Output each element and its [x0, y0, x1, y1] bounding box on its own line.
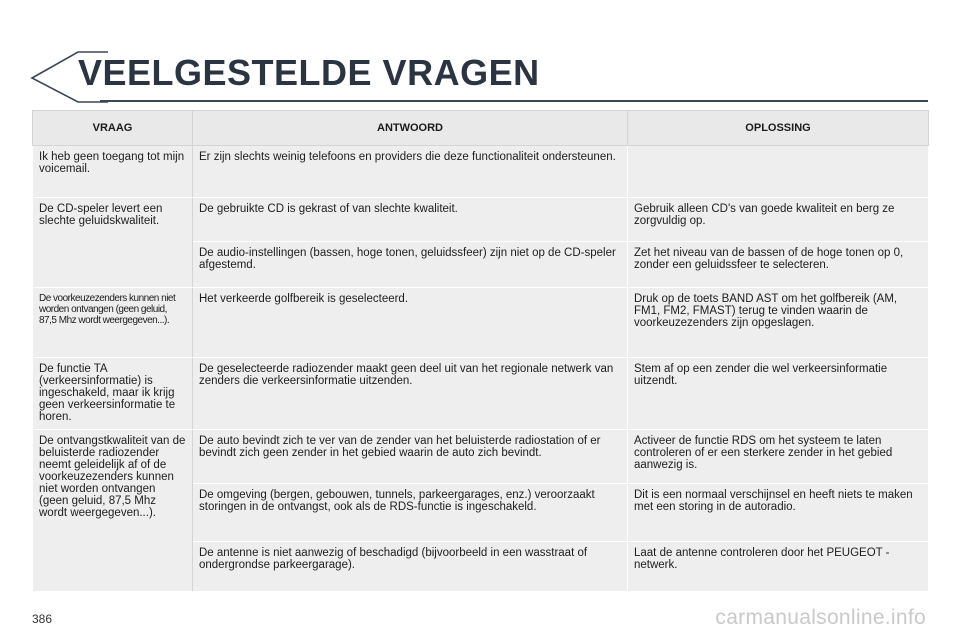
answer-cell: Er zijn slechts weinig telefoons en providers die deze functionaliteit ondersteunen.: [193, 146, 628, 198]
answer-cell: De omgeving (bergen, gebouwen, tunnels, parkeergarages, enz.) veroorzaakt storingen in de ontvangst, ook als de RDS-functie is ingeschakeld.: [193, 484, 628, 542]
question-cell: Ik heb geen toegang tot mijn voicemail.: [33, 146, 193, 198]
answer-cell: De gebruikte CD is gekrast of van slechte kwaliteit.: [193, 198, 628, 242]
page-number: 386: [32, 612, 53, 626]
table-row: [33, 430, 929, 484]
faq-table: [32, 110, 929, 592]
column-header-answer: ANTWOORD: [193, 111, 628, 146]
solution-cell: Dit is een normaal verschijnsel en heeft niets te maken met een storing in de autoradio.: [628, 484, 929, 542]
table-header-row: [33, 111, 929, 146]
question-cell: De CD-speler levert een slechte geluidskwaliteit.: [33, 198, 193, 288]
answer-cell: De antenne is niet aanwezig of beschadigd (bijvoorbeeld in een wasstraat of ondergrondse parkeergarage).: [193, 542, 628, 592]
question-cell: De ontvangstkwaliteit van de beluisterde radiozender neemt geleidelijk af of de voorkeuzezenders kunnen niet worden ontvangen (geen geluid, 87,5 Mhz wordt weergegeven...).: [33, 430, 193, 592]
answer-cell: De auto bevindt zich te ver van de zender van het beluisterde radiostation of er bevindt zich geen zender in het gebied waarin de auto zich bevindt.: [193, 430, 628, 484]
question-cell: De functie TA (verkeersinformatie) is ingeschakeld, maar ik krijg geen verkeersinformatie te horen.: [33, 358, 193, 430]
answer-cell: Het verkeerde golfbereik is geselecteerd.: [193, 288, 628, 358]
solution-cell: Activeer de functie RDS om het systeem te laten controleren of er een sterkere zender in het gebied aanwezig is.: [628, 430, 929, 484]
column-header-question: VRAAG: [33, 111, 193, 146]
solution-cell: Druk op de toets BAND AST om het golfbereik (AM, FM1, FM2, FMAST) terug te vinden waarin de voorkeuzezenders zijn opgeslagen.: [628, 288, 929, 358]
table-row: [33, 358, 929, 430]
table-row: [33, 146, 929, 198]
answer-cell: De geselecteerde radiozender maakt geen deel uit van het regionale netwerk van zenders die verkeersinformatie uitzenden.: [193, 358, 628, 430]
solution-cell: Zet het niveau van de bassen of de hoge tonen op 0, zonder een geluidssfeer te selecteren.: [628, 242, 929, 288]
answer-cell: De audio-instellingen (bassen, hoge tonen, geluidssfeer) zijn niet op de CD-speler afgestemd.: [193, 242, 628, 288]
solution-cell: [628, 146, 929, 198]
watermark-text: carmanualsonline.info: [715, 606, 926, 629]
column-header-solution: OPLOSSING: [628, 111, 929, 146]
table-row: [33, 288, 929, 358]
page-title: VEELGESTELDE VRAGEN: [78, 52, 540, 93]
title-underline: [100, 100, 928, 102]
solution-cell: Gebruik alleen CD's van goede kwaliteit en berg ze zorgvuldig op.: [628, 198, 929, 242]
solution-cell: Stem af op een zender die wel verkeersinformatie uitzendt.: [628, 358, 929, 430]
solution-cell: Laat de antenne controleren door het PEUGEOT - netwerk.: [628, 542, 929, 592]
question-cell: De voorkeuzezenders kunnen niet worden ontvangen (geen geluid, 87,5 Mhz wordt weergegeven...).: [33, 288, 193, 358]
table-row: [33, 198, 929, 242]
